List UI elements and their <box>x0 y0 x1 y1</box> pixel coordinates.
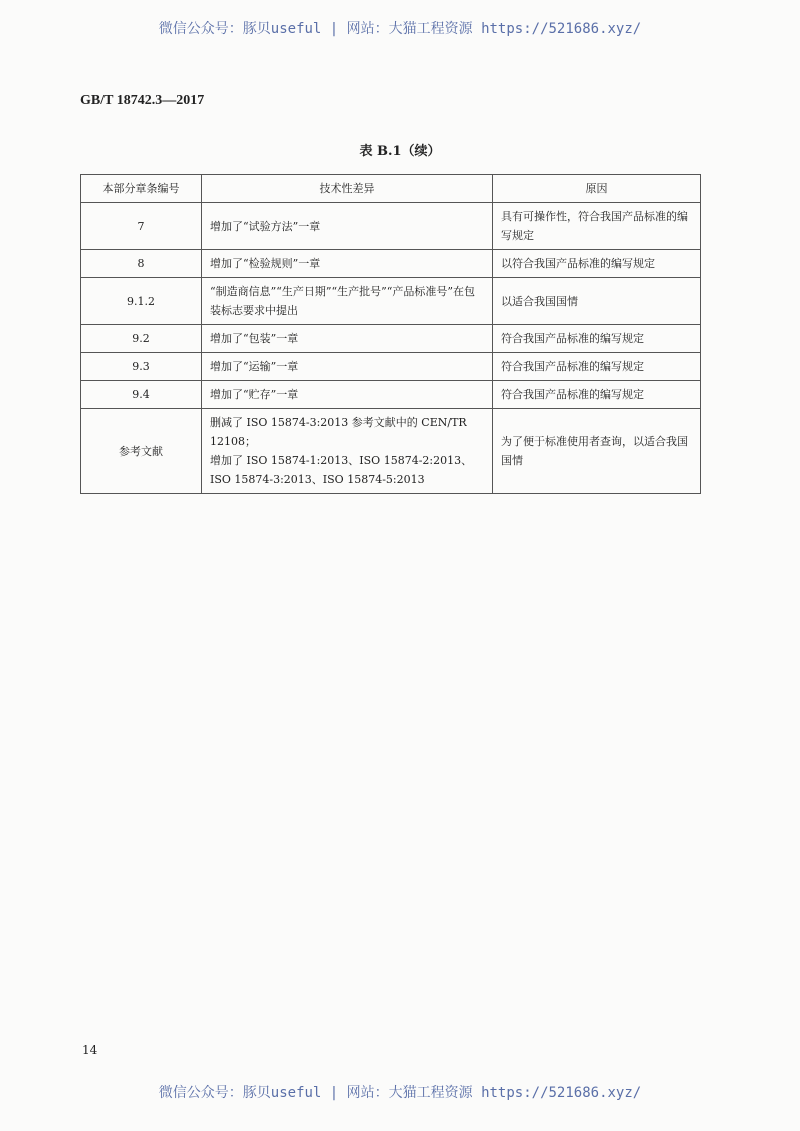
reason-cell: 以符合我国产品标准的编写规定 <box>493 250 701 278</box>
table-row <box>81 325 701 353</box>
difference-line: 增加了 ISO 15874-1:2013、ISO 15874-2:2013、ISO 15874-3:2013、ISO 15874-5:2013 <box>210 454 473 486</box>
difference-cell <box>202 409 493 494</box>
header-clause: 本部分章条编号 <box>81 175 202 203</box>
header-difference: 技术性差异 <box>202 175 493 203</box>
reason-cell: 以适合我国国情 <box>493 278 701 325</box>
difference-line: 删减了 ISO 15874-3:2013 参考文献中的 CEN/TR 12108； <box>210 416 467 448</box>
clause-cell: 7 <box>81 203 202 250</box>
table-header-row <box>81 175 701 203</box>
table-caption: 表 B.1（续） <box>359 144 441 159</box>
table-row <box>81 250 701 278</box>
table-row <box>81 353 701 381</box>
clause-cell: 参考文献 <box>81 409 202 494</box>
watermark-bottom: 微信公众号：豚贝useful | 网站：大猫工程资源 https://521686.xyz/ <box>158 1085 642 1101</box>
difference-cell: “制造商信息”“生产日期”“生产批号”“产品标准号”在包装标志要求中提出 <box>202 278 493 325</box>
technical-differences-table <box>80 174 701 494</box>
table-row <box>81 409 701 494</box>
difference-cell: 增加了“检验规则”一章 <box>202 250 493 278</box>
watermark-top: 微信公众号：豚贝useful | 网站：大猫工程资源 https://521686.xyz/ <box>158 21 642 37</box>
header-reason: 原因 <box>493 175 701 203</box>
clause-cell: 9.1.2 <box>81 278 202 325</box>
clause-cell: 9.2 <box>81 325 202 353</box>
standard-number: GB/T 18742.3—2017 <box>80 93 205 108</box>
table-row <box>81 381 701 409</box>
reason-cell: 具有可操作性，符合我国产品标准的编写规定 <box>493 203 701 250</box>
difference-cell: 增加了“包装”一章 <box>202 325 493 353</box>
table-row <box>81 278 701 325</box>
clause-cell: 9.3 <box>81 353 202 381</box>
page-number: 14 <box>82 1043 98 1057</box>
reason-cell: 符合我国产品标准的编写规定 <box>493 353 701 381</box>
difference-cell: 增加了“运输”一章 <box>202 353 493 381</box>
table-row <box>81 203 701 250</box>
clause-cell: 9.4 <box>81 381 202 409</box>
difference-cell: 增加了“贮存”一章 <box>202 381 493 409</box>
reason-cell: 为了便于标准使用者查询，以适合我国国情 <box>493 409 701 494</box>
reason-cell: 符合我国产品标准的编写规定 <box>493 381 701 409</box>
difference-cell: 增加了“试验方法”一章 <box>202 203 493 250</box>
clause-cell: 8 <box>81 250 202 278</box>
reason-cell: 符合我国产品标准的编写规定 <box>493 325 701 353</box>
